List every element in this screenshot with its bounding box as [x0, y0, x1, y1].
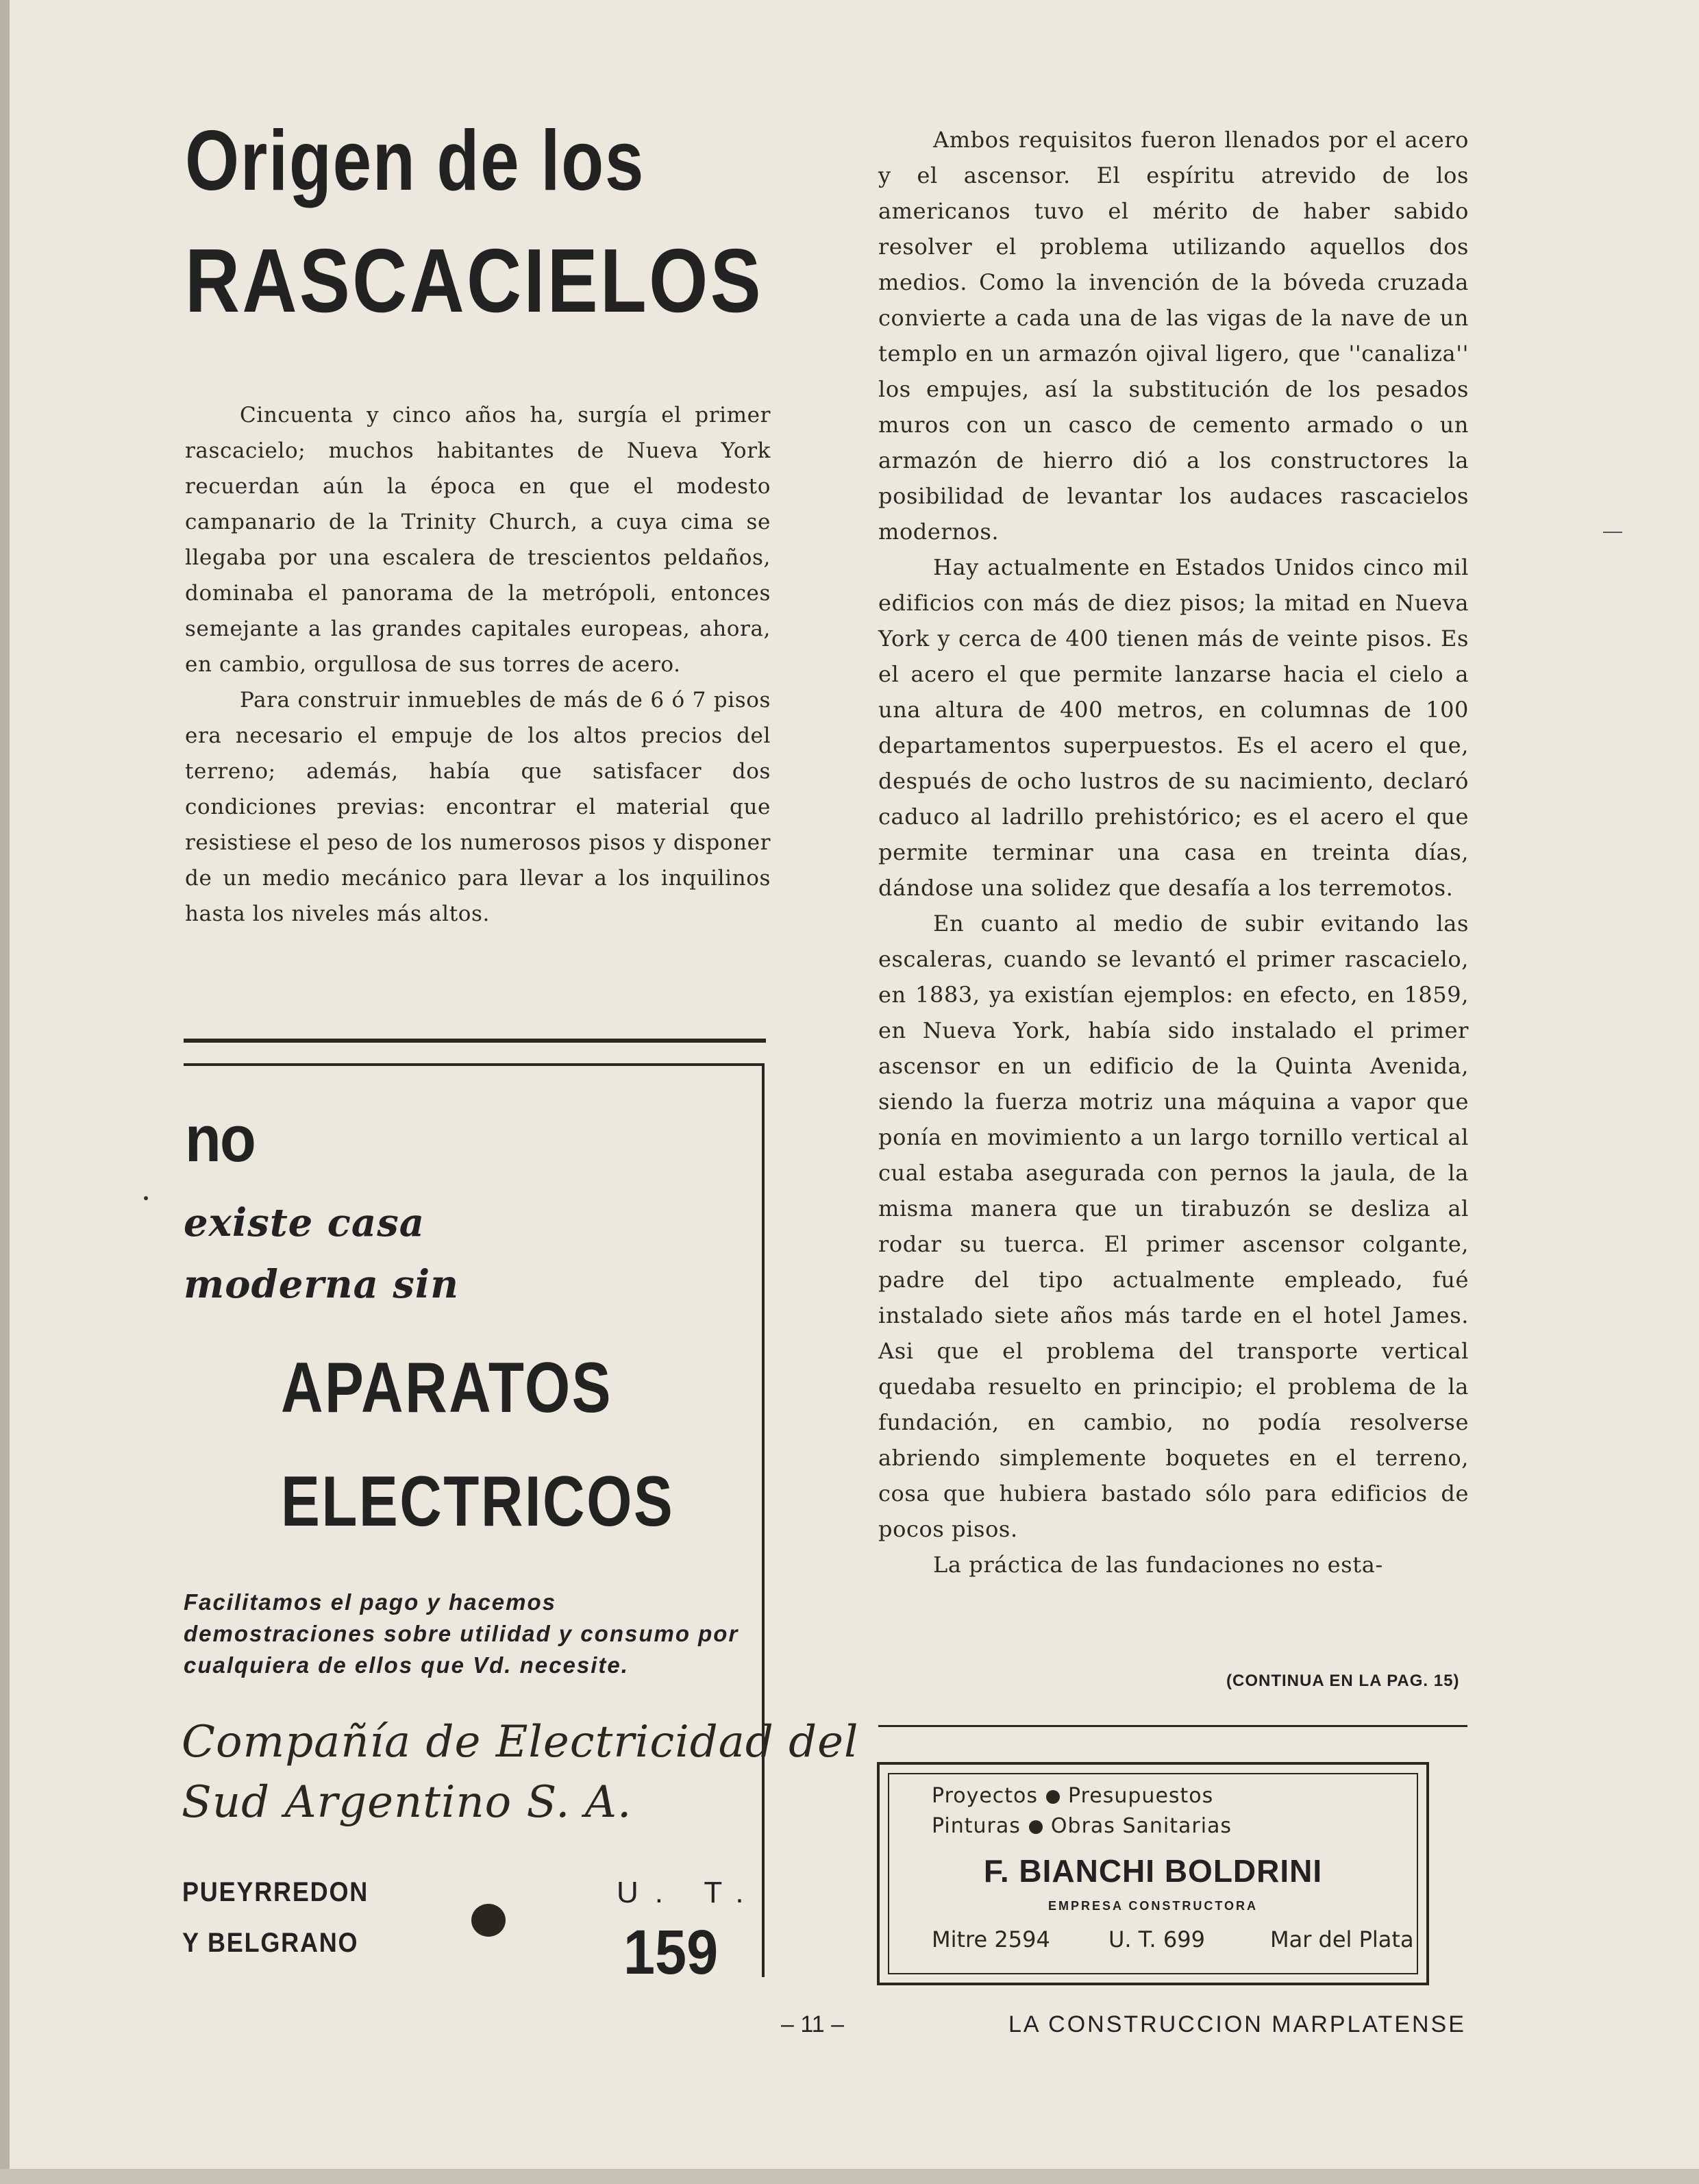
ad-headline-electricos: ELECTRICOS	[281, 1462, 675, 1541]
company-phone: U. T. 699	[1108, 1926, 1205, 1952]
service-pinturas: Pinturas	[932, 1814, 1021, 1838]
ad-headline-aparatos: APARATOS	[281, 1348, 613, 1428]
page-number: – 11 –	[781, 2011, 845, 2037]
ad-headline-no: no	[185, 1102, 255, 1176]
divider-rule	[184, 1039, 766, 1043]
article-paragraph: Ambos requisitos fueron llenados por el acero y el ascensor. El espíritu atrevido de los americanos tuvo el mérito de haber sabido resolver el problema utilizando aquellos dos medios. Como la invención de la bóveda cruzada convierte a cada una de las vigas de la nave de un templo en un armazón ojival ligero, que ''canaliza'' los empujes, así la substitución de los pesados muros con un casco de cemento armado o un armazón de hierro dió a los constructores la posibilidad de levantar los audaces rascacielos modernos.	[878, 127, 1469, 545]
divider-rule	[878, 1725, 1467, 1727]
article-left-column	[185, 397, 771, 932]
company-name: F. BIANCHI BOLDRINI	[983, 1853, 1323, 1889]
company-subtitle: EMPRESA CONSTRUCTORA	[1047, 1899, 1258, 1913]
company-address: Mitre 2594	[932, 1926, 1050, 1952]
article-right-column	[878, 122, 1469, 1583]
ad-address-line1: PUEYRREDON	[182, 1877, 369, 1907]
bullet-icon	[1029, 1820, 1043, 1834]
company-city: Mar del Plata	[1270, 1926, 1414, 1952]
service-obras: Obras Sanitarias	[1050, 1814, 1232, 1838]
bianchi-ad-box	[877, 1762, 1429, 1985]
bullet-dot-icon	[471, 1904, 506, 1937]
ad-company-line2: Sud Argentino S. A.	[182, 1777, 632, 1828]
article-paragraph: La práctica de las fundaciones no esta-	[933, 1552, 1383, 1578]
article-paragraph: Para construir inmuebles de más de 6 ó 7 pisos era necesario el empuje de los altos precios del terreno; además, había que satisfacer dos condiciones previas: encontrar el material que resistiese el peso de los numerosos pisos y disponer de un medio mecánico para llevar a los inquilinos hasta los niveles más altos.	[185, 688, 771, 926]
ad-script-line1: existe casa	[184, 1200, 425, 1245]
page-edge-shadow	[0, 0, 10, 2184]
ad-services-line1	[932, 1784, 1213, 1808]
print-speck	[144, 1196, 148, 1200]
ad-company-line1: Compañía de Electricidad del	[182, 1717, 859, 1767]
article-paragraph: Cincuenta y cinco años ha, surgía el primer rascacielo; muchos habitantes de Nueva York recuerdan aún la época en que el modesto campanario de la Trinity Church, a cuya cima se llegaba por una escalera de trescientos peldaños, dominaba el panorama de la metrópoli, entonces semejante a las grandes capitales europeas, ahora, en cambio, orgullosa de sus torres de acero.	[185, 403, 771, 677]
ad-border-top	[184, 1063, 763, 1066]
ad-phone-number: 159	[623, 1918, 719, 1987]
ad-services-line2	[932, 1814, 1232, 1838]
article-paragraph: Hay actualmente en Estados Unidos cinco mil edificios con más de diez pisos; la mitad en Nueva York y cerca de 400 tienen más de veinte pisos. Es el acero el que permite lanzarse hacia el cielo a una altura de 400 metros, en columnas de 100 departamentos superpuestos. Es el acero el que, después de ocho lustros de su nacimiento, declaró caduco al ladrillo prehistórico; es el acero el que permite terminar una casa en treinta días, dándose una solidez que desafía a los terremotos.	[878, 554, 1469, 901]
ad-border-right	[762, 1063, 765, 1977]
ad-phone-label: U. T.	[617, 1876, 760, 1909]
article-paragraph: En cuanto al medio de subir evitando las escaleras, cuando se levantó el primer rascacielo, en 1883, ya existían ejemplos: en efecto, en 1859, en Nueva York, había sido instalado el primer ascensor en un edificio de la Quinta Avenida, siendo la fuerza motriz una máquina a vapor que ponía en movimiento a un largo tornillo vertical al cual estaba asegurada con pernos la jaula, de la misma manera que un tirabuzón se desliza al rodar su tuerca. El primer ascensor colgante, padre del tipo actualmente empleado, fué instalado siete años más tarde en el hotel James. Asi que el problema del transporte vertical quedaba resuelto en principio; el problema de la fundación, en cambio, no podía resolverse abriendo simplemente boquetes en el terreno, cosa que hubiera bastado sólo para edificios de pocos pisos.	[878, 910, 1469, 1542]
ad-script-line2: moderna sin	[184, 1262, 459, 1307]
service-presupuestos: Presupuestos	[1068, 1784, 1214, 1808]
article-title-line2: RASCACIELOS	[185, 230, 763, 331]
article-title-line1: Origen de los	[185, 114, 645, 208]
magazine-name: LA CONSTRUCCION MARPLATENSE	[1008, 2011, 1466, 2037]
bullet-icon	[1046, 1790, 1060, 1804]
ad-address-line2: Y BELGRANO	[182, 1928, 359, 1958]
service-proyectos: Proyectos	[932, 1784, 1039, 1808]
page-bottom-edge	[0, 2169, 1699, 2184]
margin-mark	[1603, 532, 1622, 533]
ad-description: Facilitamos el pago y hacemos demostraciones sobre utilidad y consumo por cualquiera de ellos que Vd. necesite.	[184, 1589, 739, 1678]
continued-note: (CONTINUA EN LA PAG. 15)	[1226, 1672, 1460, 1690]
